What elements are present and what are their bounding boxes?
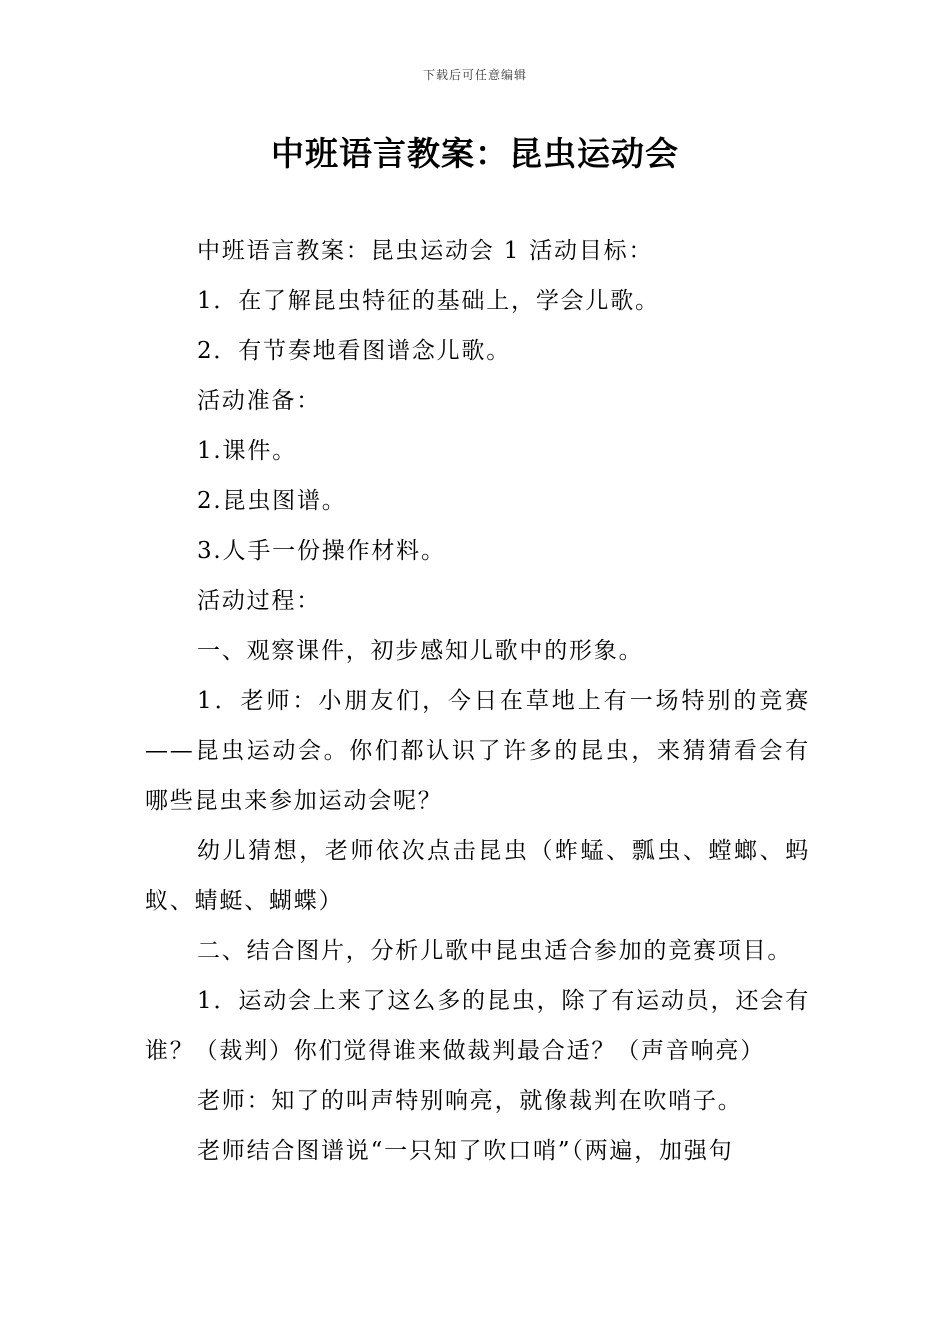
paragraph: 2.昆虫图谱。 [197, 488, 347, 514]
paragraph: 幼儿猜想，老师依次点击昆虫（蚱蜢、瓢虫、螳螂、蚂蚁、蜻蜓、蝴蝶） [145, 838, 810, 914]
paragraph: 1.课件。 [197, 438, 297, 464]
paragraph: 1．老师：小朋友们，今日在草地上有一场特别的竞赛——昆虫运动会。你们都认识了许多的昆虫，来猜猜看会有哪些昆虫来参加运动会呢？ [145, 688, 810, 814]
paragraph: 中班语言教案：昆虫运动会 1 活动目标： [197, 238, 654, 264]
paragraph: 老师结合图谱说“一只知了吹口哨”（两遍，加强句 [197, 1138, 734, 1164]
paragraph: 老师：知了的叫声特别响亮，就像裁判在吹哨子。 [197, 1088, 743, 1114]
paragraph: 二、结合图片，分析儿歌中昆虫适合参加的竞赛项目。 [197, 938, 793, 964]
paragraph: 活动过程： [197, 588, 321, 614]
document-body [145, 226, 810, 1176]
paragraph: 3.人手一份操作材料。 [197, 538, 446, 564]
paragraph: 1．运动会上来了这么多的昆虫，除了有运动员，还会有谁？（裁判）你们觉得谁来做裁判最合适？（声音响亮） [145, 988, 810, 1064]
header-note: 下载后可任意编辑 [422, 68, 527, 82]
paragraph: 活动准备： [197, 388, 321, 414]
document-title: 中班语言教案：昆虫运动会 [271, 134, 679, 173]
paragraph: 2．有节奏地看图谱念儿歌。 [197, 338, 512, 364]
paragraph: 1．在了解昆虫特征的基础上，学会儿歌。 [197, 288, 660, 314]
paragraph: 一、观察课件，初步感知儿歌中的形象。 [197, 638, 644, 664]
